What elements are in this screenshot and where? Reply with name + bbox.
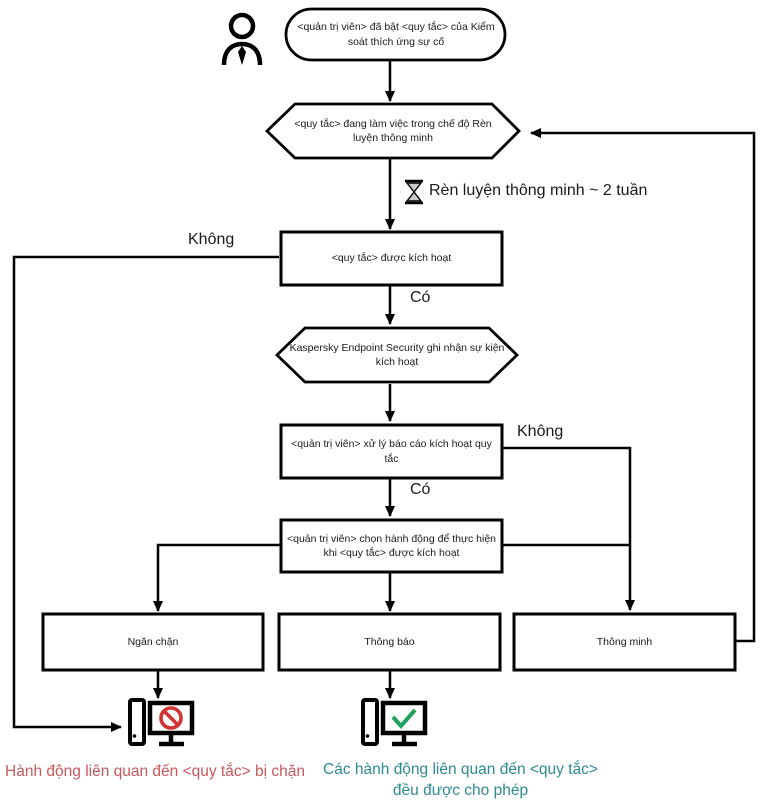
connector-smart-loop-to-training: [531, 133, 754, 641]
blocked-computer-icon: [130, 700, 192, 744]
edge-label-no-left: Không: [188, 231, 235, 248]
start-node-label: <quản trị viên> đã bật <quy tắc> của Kiểm soát thích ứng sự cố: [297, 21, 495, 48]
action-smart-label: Thông minh: [596, 635, 653, 648]
action-notify-label: Thông báo: [364, 635, 415, 648]
process-report-label: <quản trị viên> xử lý báo cáo kích hoạt quy tắc: [291, 438, 492, 465]
connector-choose-to-block: [158, 545, 281, 611]
edge-label-yes-2: Có: [410, 481, 431, 498]
choose-action-label: <quản trị viên> chọn hành động để thực hiện khi <quy tắc> được kích hoạt: [286, 532, 497, 559]
rule-triggered-label: <quy tắc> được kích hoạt: [331, 252, 452, 265]
allowed-outcome-caption: Các hành động liên quan đến <quy tắc> đều được cho phép: [323, 761, 598, 799]
edge-label-no-right: Không: [517, 423, 564, 440]
training-mode-label: <quy tắc> đang làm việc trong chế độ Rèn luyện thông minh: [294, 117, 492, 144]
admin-person-icon: [224, 15, 260, 65]
allowed-computer-icon: [363, 700, 425, 744]
edge-label-yes-1: Có: [410, 289, 431, 306]
blocked-outcome-caption: Hành động liên quan đến <quy tắc> bị chặn: [5, 763, 305, 780]
action-block-label: Ngăn chặn: [127, 635, 179, 648]
connector-no-right-to-smart: [503, 448, 630, 610]
hourglass-icon: [405, 181, 423, 203]
event-logged-label: Kaspersky Endpoint Security ghi nhận sự kiện kích hoạt: [289, 341, 505, 368]
training-duration-label: Rèn luyện thông minh ~ 2 tuần: [429, 182, 648, 199]
